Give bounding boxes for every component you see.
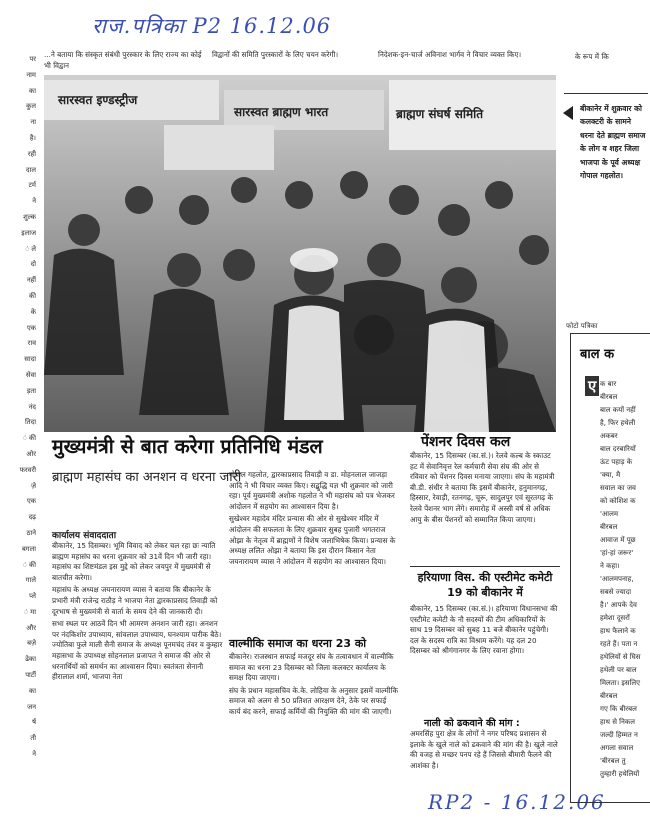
protest-photo-image [44, 75, 556, 432]
left-margin-fragment: पार्टी [25, 671, 36, 680]
valmiki-headline: वाल्मीकि समाज का धरना 23 को [229, 637, 367, 650]
right-feature-line: हमेशा दूसरों [600, 614, 630, 622]
left-margin-fragment: सेवा [25, 370, 36, 379]
left-margin-fragment: टर्म [28, 181, 36, 190]
left-margin-fragment: और [26, 623, 36, 632]
left-margin-fragment: ओर [26, 449, 36, 458]
left-margin-fragment: ं की [22, 434, 36, 443]
right-feature-line: को कोशिश क [600, 497, 636, 505]
left-margin-fragment: कुल [26, 102, 36, 111]
left-margin-fragment: र्ष [32, 718, 36, 727]
right-feature-line: अगला सवाल [600, 744, 634, 752]
right-top-fragment: के रूप में कि [575, 52, 609, 61]
news-photo [44, 75, 556, 432]
right-feature-line: 'क्या, मै [600, 471, 621, 479]
handwritten-date-bottom: RP2 - 16.12.06 [428, 790, 606, 814]
left-margin-fragment: की [29, 291, 36, 300]
banner-mid-text: सारस्वत ब्राह्मण भारत [234, 105, 329, 119]
valmiki-paragraph: बीकानेर। राजस्थान सफाई मजदूर संघ के तत्वावधान में वाल्मीकि समाज का धरना 23 दिसम्बर को जिला कलक्टर कार्यालय के समक्ष दिया जाएगा। [229, 652, 394, 683]
right-feature-line: बाल दरबारियों [600, 445, 636, 453]
left-margin-fragment: का [29, 86, 36, 95]
main-story-col2 [229, 470, 399, 640]
left-margin-fragment: नाम [26, 70, 36, 79]
main-story-paragraph: सभा स्थल पर आठवें दिन भी आमरण अनशन जारी रहा। अनशन पर नंदकिशोर उपाध्याय, सांवलाल उपाध्याय, घनश्याम पारीक बैठे। ज्योतिबा फुले माली सैनी समाज के अध्यक्ष पूनमचंद तंवर व कुम्हार महासभा के उपाध्यक्ष सोहनलाल प्रजापत ने समाज की ओर से धरनार्थियों को समर्थन का आश्वासन दिया। स्वतंत्रता सेनानी हीरालाल शर्मा, भाजपा नेता [52, 619, 223, 682]
naala-headline: नाली को ढकवाने की मांग : [424, 718, 520, 729]
right-feature-line: सबसे ज्यादा [600, 588, 632, 596]
right-feature-line: बीरबल [600, 692, 618, 700]
left-margin-fragment: ना [30, 118, 36, 127]
left-margin-fragment: नहीं [26, 276, 36, 285]
left-margin-fragment: एक [27, 497, 36, 506]
top-strip-col1: ...ने बताया कि संस्कृत संबंधी पुरस्कार के लिए राज्य का कोई भी विद्वान [44, 50, 202, 70]
left-margin-fragment: ने [32, 197, 36, 206]
main-story-paragraph: महासंघ के अध्यक्ष जयनारायण व्यास ने बताया कि बीकानेर के प्रभारी मंत्री राजेन्द्र राठौड़ ने भाजपा नेता द्वारकाप्रसाद तिवाड़ी को दूरभाष से मुख्यमंत्री से वार्ता के समय देने की जानकारी दी। [52, 585, 218, 616]
right-feature-line: हथेलियों से घिस [600, 653, 641, 661]
left-margin-fragment: फरवरी [19, 465, 36, 474]
right-feature-line: ऊंट पहाड़ के [600, 458, 633, 466]
left-margin-fragment: पर [29, 55, 36, 63]
left-margin-fragment: बज़े [27, 639, 36, 648]
right-feature-line: 'आलमपनाह, [600, 575, 634, 583]
banner-right-text: ब्राह्मण संघर्ष समिति [396, 107, 484, 121]
right-feature-line: अकबर [600, 432, 618, 440]
right-feature-line: है।' आपके देव [600, 601, 637, 609]
left-margin-fragment: दढ़ [28, 513, 36, 522]
left-margin-fragment: ठाने [26, 528, 36, 537]
right-feature-line: 'हां-हां जरूर' [600, 549, 634, 557]
right-feature-line: हथेली पर बाल [600, 666, 637, 674]
left-margin-fragment: एक [27, 323, 36, 332]
left-margin-fragment: राव [27, 339, 36, 348]
left-margin-fragment: इलाज [21, 228, 36, 237]
left-margin-fragment: ढेका [25, 655, 36, 664]
handwritten-date-top: राज.पत्रिका P2 16.12.06 [92, 14, 332, 38]
right-feature-line: हाथ फैलाने क [600, 627, 636, 635]
left-margin-fragment: शुल्क [23, 212, 36, 221]
right-feature-line: है, फिर हथेली [600, 419, 636, 427]
right-box-title: बाल क [580, 347, 615, 362]
left-margin-fragment: का [29, 686, 36, 695]
caption-divider [564, 93, 648, 94]
valmiki-paragraph: संघ के प्रधान महासचिव के.के. लोहिया के अनुसार इसमें वाल्मीकि समाज को अलग से 50 प्रतिशत आरक्षण देने, ठेके पर सफाई कार्य बंद करने, सफाई कर्मियों की नियुक्ति की मांग की जाएगी। [229, 685, 398, 716]
caption-arrow [563, 106, 573, 120]
left-margin-fragment: नंद [28, 402, 36, 411]
left-margin-fragment: दाल [26, 165, 36, 174]
main-story-paragraph: बीकानेर, 15 दिसम्बर। भूमि विवाद को लेकर चल रहा छः न्याति ब्राह्मण महासंघ का धरना शुक्रवार को 31वें दिन भी जारी रहा। महासंघ का शिष्टमंडल इस मुद्दे को लेकर जयपुर में मुख्यमंत्री से बातचीत करेगा। [52, 541, 216, 582]
main-subhead: ब्राह्मण महासंघ का अनशन व धरना जारी [52, 470, 242, 485]
left-margin-fragment: जन [27, 702, 36, 711]
right-feature-line: तुम्हारी हथेलियों [600, 770, 640, 778]
left-margin-fragment: सादा [24, 355, 36, 364]
left-margin-fragment: ं की [22, 560, 36, 569]
photo-caption: बीकानेर में शुक्रवार को कलक्टरी के सामने धरना देते ब्राह्मण समाज के लोग व शहर जिला भाजपा के पूर्व अध्यक्ष गोपाल गहलोत। [580, 104, 646, 181]
right-feature-line: हाथ से निकल [600, 718, 636, 726]
left-margin-fragment: ड़ता [26, 386, 36, 395]
left-margin-fragment: के [30, 307, 36, 316]
naala-story: अमरसिंह पुरा क्षेत्र के लोगों ने नगर परिषद प्रशासन से इलाके के खुले नाले को ढकवाने की मांग की है। खुले नाले की वजह से मच्छर पनप रहे हैं जिससे बीमारी फैलने की आशंका है। [410, 729, 558, 770]
left-margin-fragment: प्ले [29, 592, 36, 601]
main-story-col1 [52, 541, 224, 785]
pensioner-story: बीकानेर, 15 दिसम्बर (का.सं.)। रेलवे कल्ब के स्काउट हट में सेवानिवृत्त रेल कर्मचारी सेवा संघ की ओर से रविवार को पेंशनर दिवस मनाया जाएगा। संघ के महामंत्री बी.डी. संधीर ने बताया कि इसमें बीकानेर, हनुमानगढ़, हिस्सार, रेवाड़ी, रतनगढ़, चूरू, सादुलपुर एवं सूरतगढ़ के रेलवे पेंशनर भाग लेंगे। समारोह में अस्सी वर्ष से अधिक आयु के बीस पेंशनरों को सम्मानित किया जाएगा। [410, 451, 555, 524]
main-story-paragraph: सुखेश्वर महादेव मंदिर प्रन्यास की ओर से सुखेश्वर मंदिर में आंदोलन की सफलता के लिए शुक्रवार सुबह पुजारी भगतराज ओझा के नेतृत्व में ब्राह्मणों ने विशेष जलाभिषेक किया। प्रन्यास के अध्यक्ष ललित ओझा ने बताया कि इस दौरान किसान नेता जयनारायण व्यास ने आंदोलन में सहयोग का आश्वासन दिया। [229, 514, 396, 566]
left-margin-fragment: दो [30, 260, 36, 269]
right-feature-line: ने कहा। [600, 562, 620, 570]
right-feature-line: जल्दी हिम्मत न [600, 731, 638, 739]
left-margin-fragment: ने [32, 750, 36, 759]
left-margin-fragment: ती [30, 734, 36, 743]
right-feature-line: 'बीरबल तु [600, 757, 626, 765]
haryana-story: बीकानेर, 15 दिसम्बर (का.सं.)। हरियाणा विधानसभा की एस्टीमेट कमेटी के नौ सदस्यों की टीम अधिकारियों के साथ 19 दिसम्बर को सुबह 11 बजे बीकानेर पहुंचेगी। दल के सदस्य रात्रि का विश्राम करेंगे। यह दल 20 दिसम्बर को श्रीगंगानगर के लिए रवाना होगा। [410, 604, 558, 656]
left-margin-fragment: बगला [21, 544, 36, 553]
pensioner-headline: पेंशनर दिवस कल [421, 434, 511, 450]
right-feature-line: सवाल का जव [600, 484, 636, 492]
left-margin-fragment: ं ले [25, 244, 36, 253]
main-story-paragraph: गोपाल गहलोत, द्वारकाप्रसाद तिवाड़ी व डा. मोहनलाल जाजड़ा आदि ने भी विचार व्यक्त किए। सद्बुद्धि यज्ञ भी शुक्रवार को जारी रहा। पूर्व मुख्यमंत्री अशोक गहलोत ने भी महासंघ को पत्र भेजकर आंदोलन में सहयोग का आश्वासन दिया है। [229, 470, 395, 511]
right-feature-line: 'आलम [600, 510, 619, 518]
left-margin-fragment: गाले [25, 576, 36, 585]
right-feature-text [600, 378, 648, 793]
haryana-headline: हरियाणा विस. की एस्टीमेट कमेटी 19 को बीकानेर में [417, 571, 553, 599]
right-feature-line: बीरबल [600, 523, 618, 531]
right-feature-line: क बार [600, 380, 617, 388]
left-margin-fragment: ज़े [30, 481, 36, 490]
valmiki-story [229, 652, 399, 782]
main-headline: मुख्यमंत्री से बात करेगा प्रतिनिधि मंडल [52, 435, 323, 458]
left-margin-fragment: रही [27, 149, 36, 158]
byline: कार्यालय संवाददाता [52, 531, 117, 541]
left-margin-fragment: है। [29, 133, 36, 142]
right-feature-line: बीरबल [600, 393, 618, 401]
right-feature-line: मिलता। इसलिए [600, 679, 641, 687]
banner-left-text: सारस्वत इण्डस्ट्रीज [58, 93, 138, 107]
left-margin-fragment: ं मा [23, 607, 36, 616]
photo-credit: फोटो पत्रिका [566, 322, 598, 330]
right-drop-cap: ए [585, 376, 599, 396]
left-margin-fragment: तिदा [24, 418, 36, 427]
top-strip-col2: विद्वानों की समिति पुरस्कारों के लिए चयन करेगी। [212, 50, 339, 59]
right-feature-line: गए कि बीरबल [600, 705, 637, 713]
left-margin-fragments [8, 52, 36, 787]
haryana-rule [410, 566, 560, 567]
right-feature-line: बाल कयों नहीं [600, 406, 636, 414]
right-feature-line: रहते हैं। पता न [600, 640, 638, 648]
right-feature-line: आवाज में पूछ [600, 536, 636, 544]
top-strip-col3: निदेशक-इन-चार्ज अविनाश भार्गव ने विचार व्यक्त किए। [378, 50, 522, 59]
